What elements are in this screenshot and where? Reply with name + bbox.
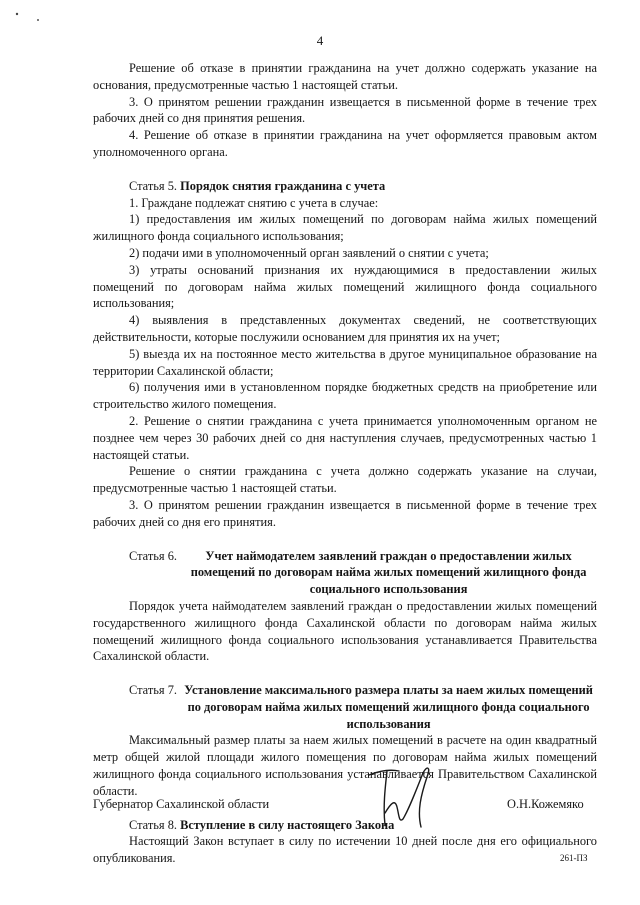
article5-item: Решение о снятии гражданина с учета должно содержать указание на случаи, предусмотренные частью 1 настоящей статьи. (93, 464, 597, 496)
article8-title: Вступление в силу настоящего Закона (180, 817, 395, 832)
article5-number: Статья 5. (129, 178, 181, 193)
handwritten-signature (365, 763, 445, 833)
article5-item: 5) выезда их на постоянное место жительства в другое муниципальное образование на территории Сахалинской области; (93, 346, 597, 378)
article4-paragraph: 3. О принятом решении гражданин извещается в письменной форме в течение трех рабочих дней со дня принятия решения. (93, 94, 597, 126)
article6-title: Учет наймодателем заявлений граждан о предоставлении жилых помещений по договорам найма жилых помещений жилищного фонда социального использования (190, 548, 587, 597)
article4-paragraph: Решение об отказе в принятии гражданина на учет должно содержать указание на основания, предусмотренные частью 1 настоящей статьи. (93, 61, 597, 92)
article5-item: 4) выявления в представленных документах сведений, не соответствующих действительности, которые послужили основанием для принятия их на учет; (93, 313, 597, 344)
article7-title: Установление максимального размера платы за наем жилых помещений по договорам найма жилых помещений жилищного фонда социального использования (184, 683, 593, 731)
article7-heading (93, 682, 597, 732)
article7-body: Максимальный размер платы за наем жилых помещений в расчете на один квадратный метр общей жилой площади жилого помещения по договорам найма жилых помещений жилищного фонда социального использования устанавливается Правительством Сахалинской области. (93, 733, 597, 798)
document-body (93, 60, 597, 867)
signer-position: Губернатор Сахалинской области (93, 797, 270, 811)
article8-body: Настоящий Закон вступает в силу по истечении 10 дней после дня его официального опубликования. (93, 834, 597, 866)
article5-item: 1) предоставления им жилых помещений по договорам найма жилых помещений жилищного фонда социального использования; (93, 212, 597, 244)
article5-item: 2. Решение о снятии гражданина с учета принимается уполномоченным органом не позднее чем через 30 рабочих дней со дня наступления случаев, предусмотренных частью 1 настоящей статьи. (93, 413, 597, 462)
article7-number: Статья 7. (129, 683, 181, 698)
article6-body: Порядок учета наймодателем заявлений граждан о предоставлении жилых помещений государственного жилищного фонда Сахалинской области по договорам найма жилых помещений жилищного фонда социального использования устанавливается Правительства Сахалинской области. (93, 598, 597, 664)
signer-name: О.Н.Кожемяко (507, 797, 584, 811)
page-number: 4 (316, 33, 324, 48)
article5-item: 3) утраты оснований признания их нуждающимися в предоставлении жилых помещений по договорам найма жилых помещений жилищного фонда социального использования; (93, 262, 597, 311)
article5-item: 1. Граждане подлежат снятию с учета в случае: (129, 195, 379, 210)
article5-title: Порядок снятия гражданина с учета (180, 178, 386, 193)
article8-number: Статья 8. (129, 817, 181, 832)
article4-paragraph: 4. Решение об отказе в принятии гражданина на учет оформляется правовым актом уполномоченного органа. (93, 128, 597, 159)
article6-heading (93, 548, 597, 598)
article5-item: 6) получения ими в установленном порядке бюджетных средств на приобретение или строительство жилого помещения. (93, 380, 597, 412)
article6-number: Статья 6. (129, 548, 181, 563)
article5-heading (93, 178, 597, 195)
article5-item: 3. О принятом решении гражданин извещается в письменной форме в течение трех рабочих дней со дня его принятия. (93, 497, 597, 529)
article8-heading (93, 817, 597, 834)
document-code: 261-ПЗ (560, 853, 588, 863)
article5-item: 2) подачи ими в уполномоченный орган заявлений о снятии с учета; (129, 245, 489, 260)
